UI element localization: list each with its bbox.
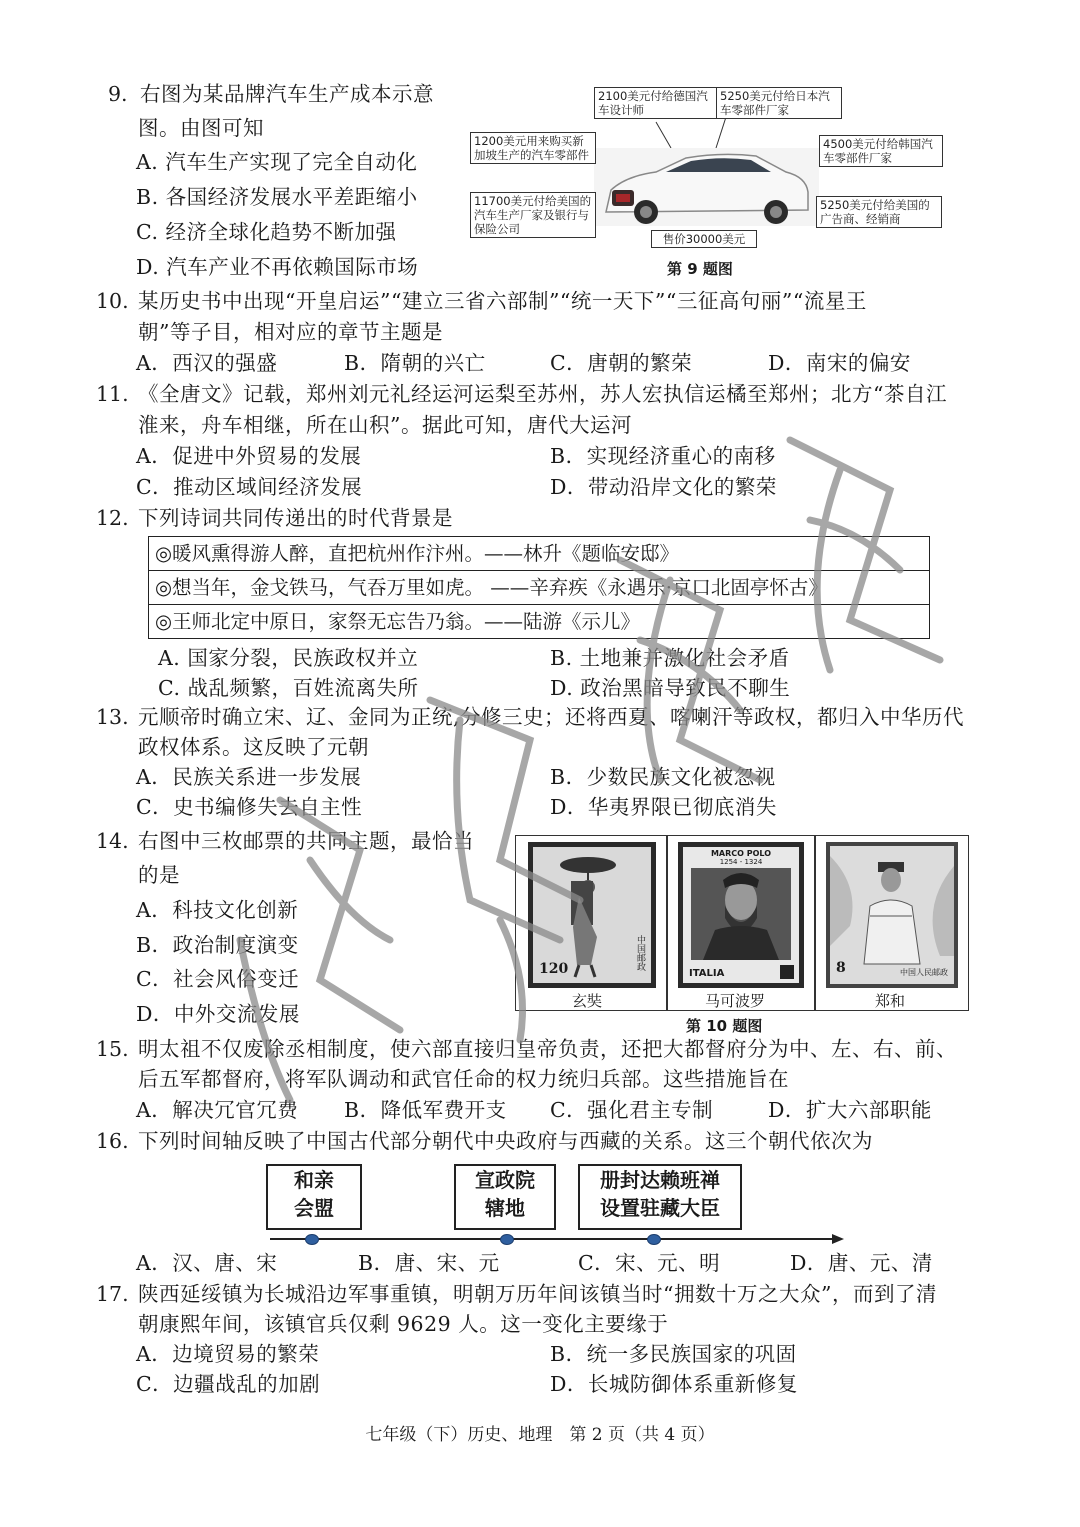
question-number: 16. bbox=[96, 1129, 129, 1153]
question-stem: 后五军都督府，将军队调动和武官任命的权力统归兵部。这些措施旨在 bbox=[138, 1067, 789, 1091]
option-d: D. 政治黑暗导致民不聊生 bbox=[550, 676, 791, 700]
option-c: C. 战乱频繁，百姓流离失所 bbox=[158, 676, 419, 700]
option-d: D．中外交流发展 bbox=[136, 1002, 300, 1026]
question-number: 14. bbox=[96, 829, 129, 853]
option-b: B．少数民族文化被忽视 bbox=[550, 765, 776, 789]
stamp-marco-polo bbox=[678, 842, 804, 988]
question-stem: 政权体系。这反映了元朝 bbox=[138, 735, 369, 759]
question-stem: 明太祖不仅废除丞相制度，使六部直接归皇帝负责，还把大都督府分为中、左、右、前、 bbox=[138, 1037, 957, 1061]
timeline-text: 设置驻藏大臣 bbox=[600, 1196, 720, 1220]
question-number: 10. bbox=[96, 289, 129, 313]
option-a: A. 汽车生产实现了完全自动化 bbox=[136, 150, 418, 174]
timeline-event-2 bbox=[454, 1164, 556, 1230]
stamp-value: 8 bbox=[836, 960, 846, 976]
option-b: B．政治制度演变 bbox=[136, 933, 299, 957]
timeline-dot bbox=[647, 1234, 661, 1245]
question-number: 13. bbox=[96, 705, 129, 729]
question-stem: 朝”等子目，相对应的章节主题是 bbox=[138, 320, 443, 344]
timeline-text: 册封达赖班禅 bbox=[600, 1168, 720, 1192]
stamps-figure bbox=[515, 835, 969, 1011]
option-c: C．唐朝的繁荣 bbox=[550, 351, 693, 375]
option-c: C．史书编修失去自主性 bbox=[136, 795, 363, 819]
question-stem: 淮来，舟车相继，所在山积”。据此可知，唐代大运河 bbox=[138, 413, 632, 437]
admiral-figure-image bbox=[830, 846, 954, 966]
cost-box-germany: 2100美元付给德国汽车设计师 bbox=[594, 87, 718, 119]
cost-box-usa: 11700美元付给美国的汽车生产厂家及银行与保险公司 bbox=[470, 192, 596, 238]
cost-box-japan: 5250美元付给日本汽车零部件厂家 bbox=[716, 87, 842, 119]
option-c: C．推动区域间经济发展 bbox=[136, 475, 363, 499]
stamp-zheng-he bbox=[826, 842, 958, 988]
option-d: D．带动沿岸文化的繁荣 bbox=[550, 475, 777, 499]
question-number: 12. bbox=[96, 506, 129, 530]
question-number: 17. bbox=[96, 1282, 129, 1306]
option-b: B．实现经济重心的南移 bbox=[550, 444, 776, 468]
option-b: B．隋朝的兴亡 bbox=[344, 351, 486, 375]
option-a: A．解决冗官冗费 bbox=[136, 1098, 299, 1122]
portrait-image bbox=[683, 866, 799, 962]
timeline-text: 会盟 bbox=[294, 1196, 334, 1220]
figure-caption: 第 9 题图 bbox=[667, 260, 733, 278]
option-c: C．边疆战乱的加剧 bbox=[136, 1372, 321, 1396]
option-a: A．科技文化创新 bbox=[136, 898, 299, 922]
stamp-label: 马可波罗 bbox=[705, 992, 766, 1010]
figure-caption: 第 10 题图 bbox=[686, 1017, 763, 1035]
stamp-label: 玄奘 bbox=[572, 992, 603, 1010]
option-c: C．强化君主专制 bbox=[550, 1098, 714, 1122]
timeline-text: 辖地 bbox=[485, 1196, 525, 1220]
option-b: B．统一多民族国家的巩固 bbox=[550, 1342, 797, 1366]
timeline bbox=[260, 1160, 850, 1250]
option-d: D．华夷界限已彻底消失 bbox=[550, 795, 777, 819]
option-c: C. 经济全球化趋势不断加强 bbox=[136, 220, 397, 244]
timeline-dot bbox=[500, 1234, 514, 1245]
option-b: B．唐、宋、元 bbox=[358, 1251, 500, 1275]
stamp-xuanzang bbox=[528, 842, 656, 988]
option-b: B．降低军费开支 bbox=[344, 1098, 507, 1122]
question-stem: 的是 bbox=[138, 863, 180, 887]
timeline-event-1 bbox=[266, 1164, 362, 1230]
option-d: D. 汽车产业不再依赖国际市场 bbox=[136, 255, 419, 279]
question-stem: 某历史书中出现“开皇启运”“建立三省六部制”“统一天下”“三征高句丽”“流星王 bbox=[138, 289, 867, 313]
question-stem: 元顺帝时确立宋、辽、金同为正统,分修三史；还将西夏、喀喇汗等政权，都归入中华历代 bbox=[138, 705, 965, 729]
option-d: D．南宋的偏安 bbox=[768, 351, 911, 375]
stamp-country: 中国人民邮政 bbox=[900, 968, 948, 977]
option-d: D．长城防御体系重新修复 bbox=[550, 1372, 798, 1396]
option-a: A．西汉的强盛 bbox=[136, 351, 278, 375]
option-d: D．唐、元、清 bbox=[790, 1251, 933, 1275]
poem-row: ◎想当年，金戈铁马，气吞万里如虎。 ——辛弃疾《永遇乐·京口北固亭怀古》 bbox=[149, 571, 929, 605]
timeline-event-3 bbox=[578, 1164, 742, 1230]
option-a: A．促进中外贸易的发展 bbox=[136, 444, 362, 468]
option-a: A．汉、唐、宋 bbox=[136, 1251, 278, 1275]
timeline-text: 和亲 bbox=[294, 1168, 334, 1192]
stamp-years: 1254 - 1324 bbox=[719, 858, 763, 866]
car-cost-figure bbox=[466, 82, 946, 252]
page-footer: 七年级（下）历史、地理 第 2 页（共 4 页） bbox=[365, 1425, 715, 1445]
option-b: B. 土地兼并激化社会矛盾 bbox=[550, 646, 790, 670]
cost-box-korea: 4500美元付给韩国汽车零部件厂家 bbox=[819, 135, 943, 167]
stamp-label: 郑和 bbox=[875, 992, 906, 1010]
poem-table bbox=[148, 536, 930, 639]
question-number: 15. bbox=[96, 1037, 129, 1061]
option-d: D．扩大六部职能 bbox=[768, 1098, 932, 1122]
question-stem: 《全唐文》记载，郑州刘元礼经运河运梨至苏州，苏人宏执信运橘至郑州；北方“茶自江 bbox=[138, 382, 947, 406]
question-stem: 下列时间轴反映了中国古代部分朝代中央政府与西藏的关系。这三个朝代依次为 bbox=[138, 1129, 873, 1153]
poem-row: ◎王师北定中原日，家祭无忘告乃翁。——陆游《示儿》 bbox=[155, 610, 641, 633]
cost-box-usa-ads: 5250美元付给美国的广告商、经销商 bbox=[816, 196, 942, 228]
option-b: B. 各国经济发展水平差距缩小 bbox=[136, 185, 418, 209]
option-c: C．宋、元、明 bbox=[578, 1251, 721, 1275]
question-stem: 右图为某品牌汽车生产成本示意 bbox=[140, 82, 434, 106]
stamp-header: MARCO POLO bbox=[710, 849, 772, 858]
option-c: C．社会风俗变迁 bbox=[136, 967, 300, 991]
question-number: 9. bbox=[108, 82, 128, 106]
question-number: 11. bbox=[96, 382, 129, 406]
question-stem: 图。由图可知 bbox=[138, 116, 264, 140]
option-a: A．民族关系进一步发展 bbox=[136, 765, 362, 789]
option-a: A．边境贸易的繁荣 bbox=[136, 1342, 320, 1366]
question-stem: 右图中三枚邮票的共同主题，最恰当 bbox=[138, 829, 474, 853]
stamp-country: ITALIA bbox=[689, 968, 725, 979]
price-box: 售价30000美元 bbox=[651, 230, 757, 248]
stamp-value: 120 bbox=[539, 961, 569, 977]
question-stem: 陕西延绥镇为长城沿边军事重镇，明朝万历年间该镇当时“拥数十万之大众”，而到了清 bbox=[138, 1282, 937, 1306]
cost-box-singapore: 1200美元用来购买新加坡生产的汽车零部件 bbox=[470, 132, 596, 164]
question-stem: 朝康熙年间，该镇官兵仅剩 9629 人。这一变化主要缘于 bbox=[138, 1312, 669, 1336]
poem-row: ◎暖风熏得游人醉，直把杭州作汴州。——林升《题临安邸》 bbox=[149, 537, 929, 571]
option-a: A. 国家分裂，民族政权并立 bbox=[158, 646, 419, 670]
timeline-dot bbox=[305, 1234, 319, 1245]
timeline-text: 宣政院 bbox=[475, 1168, 535, 1192]
stamp-country: 中国邮政 bbox=[635, 935, 645, 971]
question-stem: 下列诗词共同传递出的时代背景是 bbox=[138, 506, 453, 530]
